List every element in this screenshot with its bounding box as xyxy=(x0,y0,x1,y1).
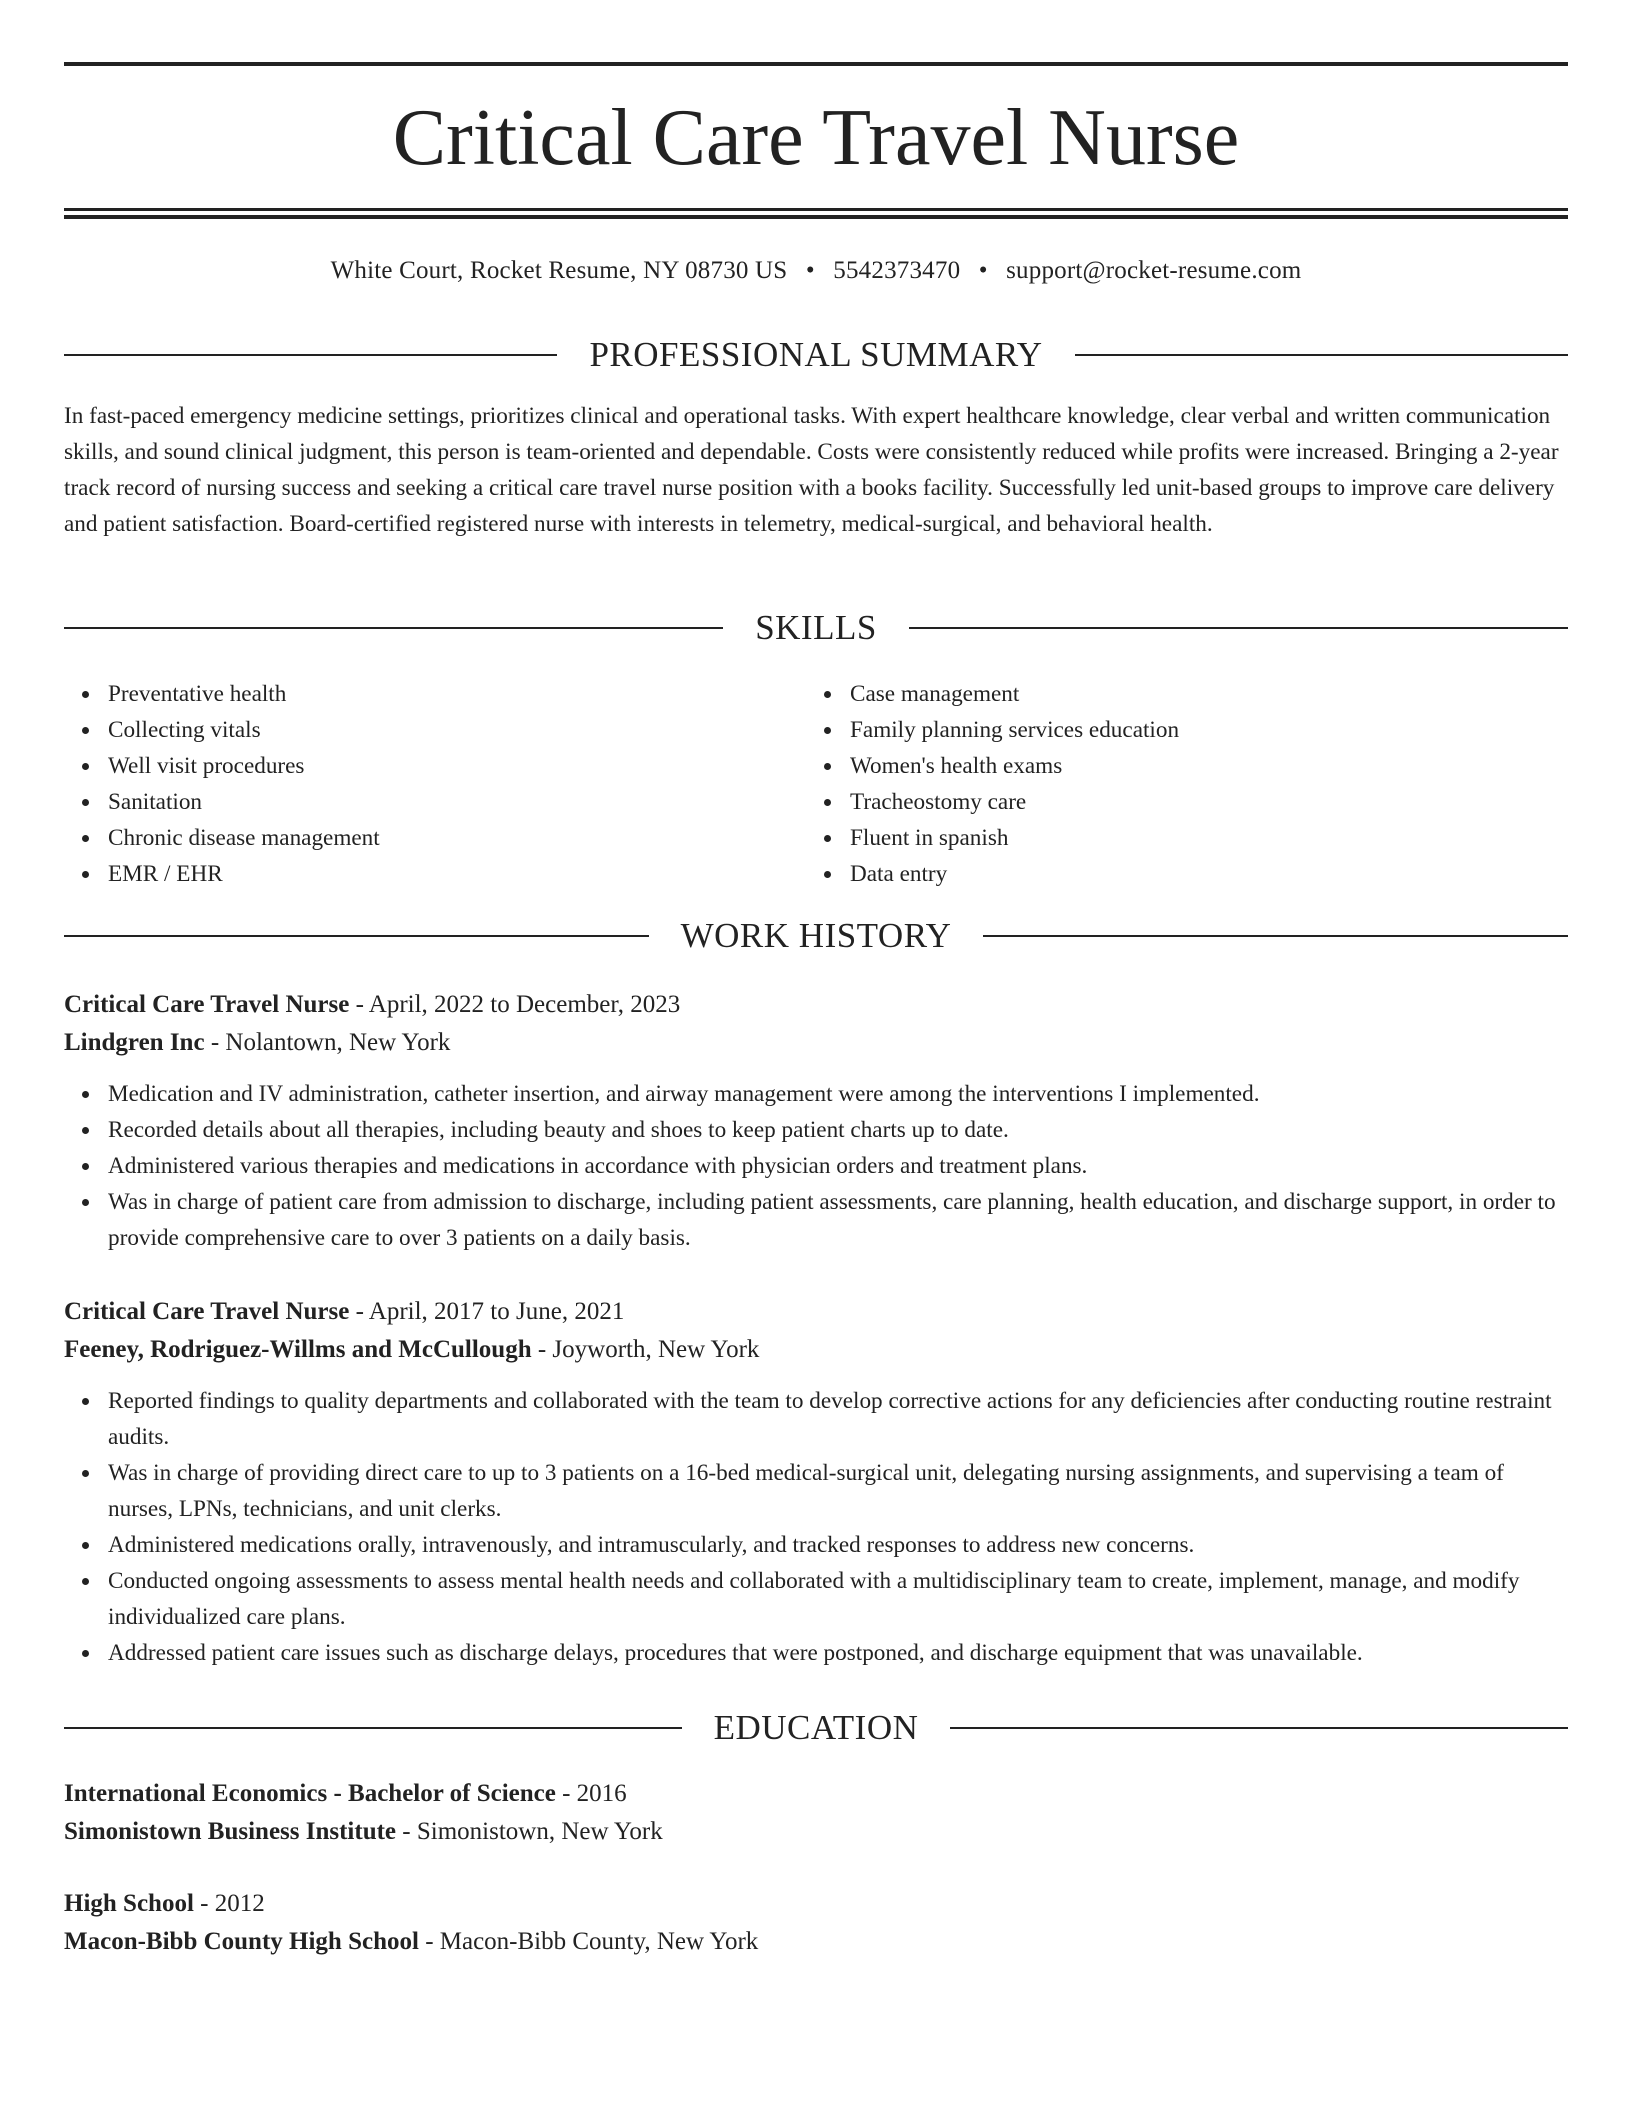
job-bullet: Administered medications orally, intravenously, and intramuscularly, and tracked responses to address new concerns. xyxy=(108,1527,1568,1563)
education-school-line xyxy=(64,1813,1568,1851)
education-entry xyxy=(64,1885,1568,1961)
contact-address: White Court, Rocket Resume, NY 08730 US xyxy=(330,257,788,284)
job-bullet: Administered various therapies and medications in accordance with physician orders and treatment plans. xyxy=(108,1148,1568,1184)
job-company-line xyxy=(64,1331,1568,1369)
job-dates: - April, 2022 to December, 2023 xyxy=(349,991,681,1018)
skills-list xyxy=(64,676,1568,892)
heading-rule-right xyxy=(909,627,1568,629)
skill-item: Well visit procedures xyxy=(108,748,806,784)
education-degree: International Economics - Bachelor of Science xyxy=(64,1780,556,1807)
header-top-rule xyxy=(64,62,1568,66)
summary-heading: PROFESSIONAL SUMMARY xyxy=(589,335,1043,374)
skills-section-heading xyxy=(64,606,1568,650)
education-location: - Simonistown, New York xyxy=(396,1818,663,1845)
work-heading: WORK HISTORY xyxy=(680,916,952,955)
skill-item: Preventative health xyxy=(108,676,806,712)
skill-item: Case management xyxy=(850,676,1548,712)
contact-line xyxy=(64,256,1568,286)
skill-item: Sanitation xyxy=(108,784,806,820)
education-degree-line xyxy=(64,1885,1568,1923)
header-bottom-rule-thick xyxy=(64,215,1568,219)
job-bullets xyxy=(64,1076,1568,1256)
job-bullet: Medication and IV administration, catheter insertion, and airway management were among the interventions I implemented. xyxy=(108,1076,1568,1112)
contact-phone: 5542373470 xyxy=(833,257,961,284)
education-school-line xyxy=(64,1923,1568,1961)
heading-rule-left xyxy=(64,1727,682,1729)
candidate-name: Critical Care Travel Nurse xyxy=(392,94,1240,182)
education-year: - 2016 xyxy=(555,1780,627,1807)
education-degree-line xyxy=(64,1775,1568,1813)
education-section-heading xyxy=(64,1706,1568,1750)
job-bullets xyxy=(64,1383,1568,1671)
job-company-line xyxy=(64,1024,1568,1062)
summary-section-heading xyxy=(64,333,1568,377)
job-location: - Nolantown, New York xyxy=(204,1029,451,1056)
job-title: Critical Care Travel Nurse xyxy=(64,991,350,1018)
skill-item: Chronic disease management xyxy=(108,820,806,856)
job-company: Feeney, Rodriguez-Willms and McCullough xyxy=(64,1336,532,1363)
job-entry xyxy=(64,986,1568,1256)
job-title: Critical Care Travel Nurse xyxy=(64,1298,350,1325)
contact-separator: • xyxy=(978,257,988,284)
skill-item: Tracheostomy care xyxy=(850,784,1548,820)
education-location: - Macon-Bibb County, New York xyxy=(418,1928,759,1955)
contact-separator: • xyxy=(805,257,815,284)
job-entry xyxy=(64,1293,1568,1671)
job-bullet: Reported findings to quality departments and collaborated with the team to develop corrective actions for any deficiencies after conducting routine restraint audits. xyxy=(108,1383,1568,1455)
skill-item: Collecting vitals xyxy=(108,712,806,748)
education-year: - 2012 xyxy=(193,1890,265,1917)
job-company: Lindgren Inc xyxy=(64,1029,205,1056)
skill-item: EMR / EHR xyxy=(108,856,806,892)
education-school: Macon-Bibb County High School xyxy=(64,1928,419,1955)
education-heading: EDUCATION xyxy=(713,1708,919,1747)
skill-item: Women's health exams xyxy=(850,748,1548,784)
job-bullet: Was in charge of patient care from admission to discharge, including patient assessments, care planning, health education, and discharge support, in order to provide comprehensive care to over 3 patients on a daily basis. xyxy=(108,1184,1568,1256)
job-title-line xyxy=(64,1293,1568,1331)
heading-rule-right xyxy=(1075,354,1568,356)
skill-item: Fluent in spanish xyxy=(850,820,1548,856)
heading-rule-right xyxy=(983,935,1568,937)
heading-rule-left xyxy=(64,354,557,356)
education-school: Simonistown Business Institute xyxy=(64,1818,397,1845)
heading-rule-left xyxy=(64,935,649,937)
skill-item: Family planning services education xyxy=(850,712,1548,748)
heading-rule-right xyxy=(950,1727,1568,1729)
contact-email: support@rocket-resume.com xyxy=(1006,257,1302,284)
education-degree: High School xyxy=(64,1890,194,1917)
summary-text: In fast-paced emergency medicine settings, prioritizes clinical and operational tasks. With expert healthcare knowledge, clear verbal and written communication skills, and sound clinical judgment, this person is team-oriented and dependable. Costs were consistently reduced while profits were increased. Bringing a 2-year track record of nursing success and seeking a critical care travel nurse position with a books facility. Successfully led unit-based groups to improve care delivery and patient satisfaction. Board-certified registered nurse with interests in telemetry, medical-surgical, and behavioral health. xyxy=(64,403,1559,537)
heading-rule-left xyxy=(64,627,723,629)
work-section-heading xyxy=(64,914,1568,958)
job-bullet: Was in charge of providing direct care to up to 3 patients on a 16-bed medical-surgical unit, delegating nursing assignments, and supervising a team of nurses, LPNs, technicians, and unit clerks. xyxy=(108,1455,1568,1527)
skill-item: Data entry xyxy=(850,856,1548,892)
skills-heading: SKILLS xyxy=(755,608,877,647)
job-bullet: Recorded details about all therapies, including beauty and shoes to keep patient charts up to date. xyxy=(108,1112,1568,1148)
job-bullet: Conducted ongoing assessments to assess mental health needs and collaborated with a multidisciplinary team to create, implement, manage, and modify individualized care plans. xyxy=(108,1563,1568,1635)
job-title-line xyxy=(64,986,1568,1024)
skills-column-right xyxy=(806,676,1548,892)
job-location: - Joyworth, New York xyxy=(531,1336,760,1363)
job-dates: - April, 2017 to June, 2021 xyxy=(349,1298,625,1325)
job-bullet: Addressed patient care issues such as discharge delays, procedures that were postponed, and discharge equipment that was unavailable. xyxy=(108,1635,1568,1671)
header-bottom-rule-thin xyxy=(64,208,1568,211)
skills-column-left xyxy=(64,676,806,892)
education-entry xyxy=(64,1775,1568,1851)
